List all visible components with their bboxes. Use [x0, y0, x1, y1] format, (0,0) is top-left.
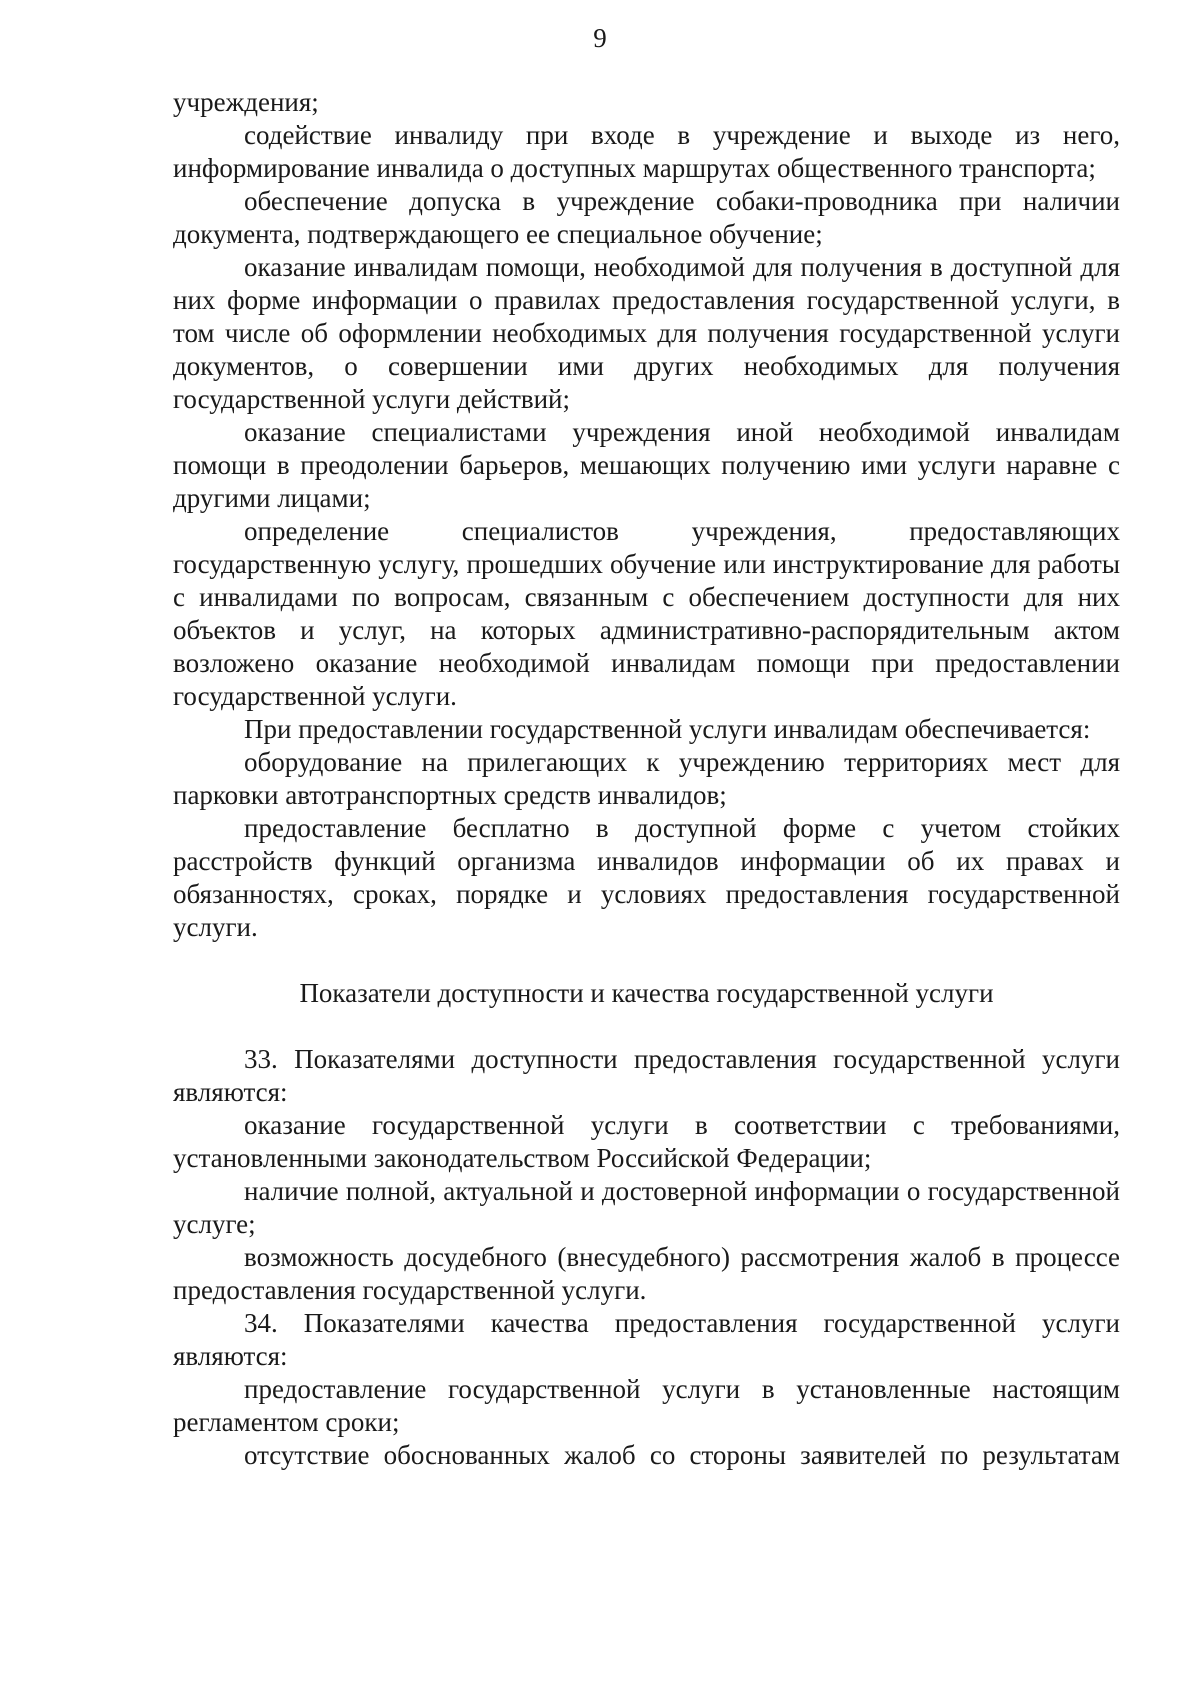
paragraph: учреждения; [173, 87, 319, 117]
paragraph: определение специалистов учреждения, предоставляющих государственную услугу, прошедших обучение или инструктирование для работы с инвалидами по вопросам, связанным с обеспечением доступности для них объектов и услуг, на которых административно-распорядительным актом возложено оказание необходимой инвалидам помощи при предоставлении государственной услуги. [173, 516, 1120, 711]
paragraph: При предоставлении государственной услуги инвалидам обеспечивается: [244, 714, 1091, 744]
section-heading: Показатели доступности и качества государственной услуги [299, 978, 994, 1008]
paragraph: оказание инвалидам помощи, необходимой для получения в доступной для них форме информации о правилах предоставления государственной услуги, в том числе об оформлении необходимых для получения государственной услуги документов, о совершении ими других необходимых для получения государственной услуги действий; [173, 252, 1120, 414]
paragraph: отсутствие обоснованных жалоб со стороны заявителей по результатам [244, 1440, 1120, 1470]
paragraph: оборудование на прилегающих к учреждению территориях мест для парковки автотранспортных средств инвалидов; [173, 747, 1120, 810]
document-body [173, 86, 1120, 1472]
page-number: 9 [593, 23, 607, 53]
paragraph: предоставление бесплатно в доступной форме с учетом стойких расстройств функций организма инвалидов информации об их правах и обязанностях, сроках, порядке и условиях предоставления государственной услуги. [173, 813, 1120, 942]
paragraph: 34. Показателями качества предоставления государственной услуги являются: [173, 1308, 1120, 1371]
paragraph: оказание государственной услуги в соответствии с требованиями, установленными законодательством Российской Федерации; [173, 1110, 1120, 1173]
paragraph: оказание специалистами учреждения иной необходимой инвалидам помощи в преодолении барьеров, мешающих получению ими услуги наравне с другими лицами; [173, 417, 1120, 513]
paragraph: содействие инвалиду при входе в учреждение и выходе из него, информирование инвалида о доступных маршрутах общественного транспорта; [173, 120, 1120, 183]
paragraph: 33. Показателями доступности предоставления государственной услуги являются: [173, 1044, 1120, 1107]
paragraph: возможность досудебного (внесудебного) рассмотрения жалоб в процессе предоставления государственной услуги. [173, 1242, 1120, 1305]
paragraph: наличие полной, актуальной и достоверной информации о государственной услуге; [173, 1176, 1120, 1239]
paragraph: предоставление государственной услуги в установленные настоящим регламентом сроки; [173, 1374, 1120, 1437]
paragraph: обеспечение допуска в учреждение собаки-проводника при наличии документа, подтверждающего ее специальное обучение; [173, 186, 1120, 249]
